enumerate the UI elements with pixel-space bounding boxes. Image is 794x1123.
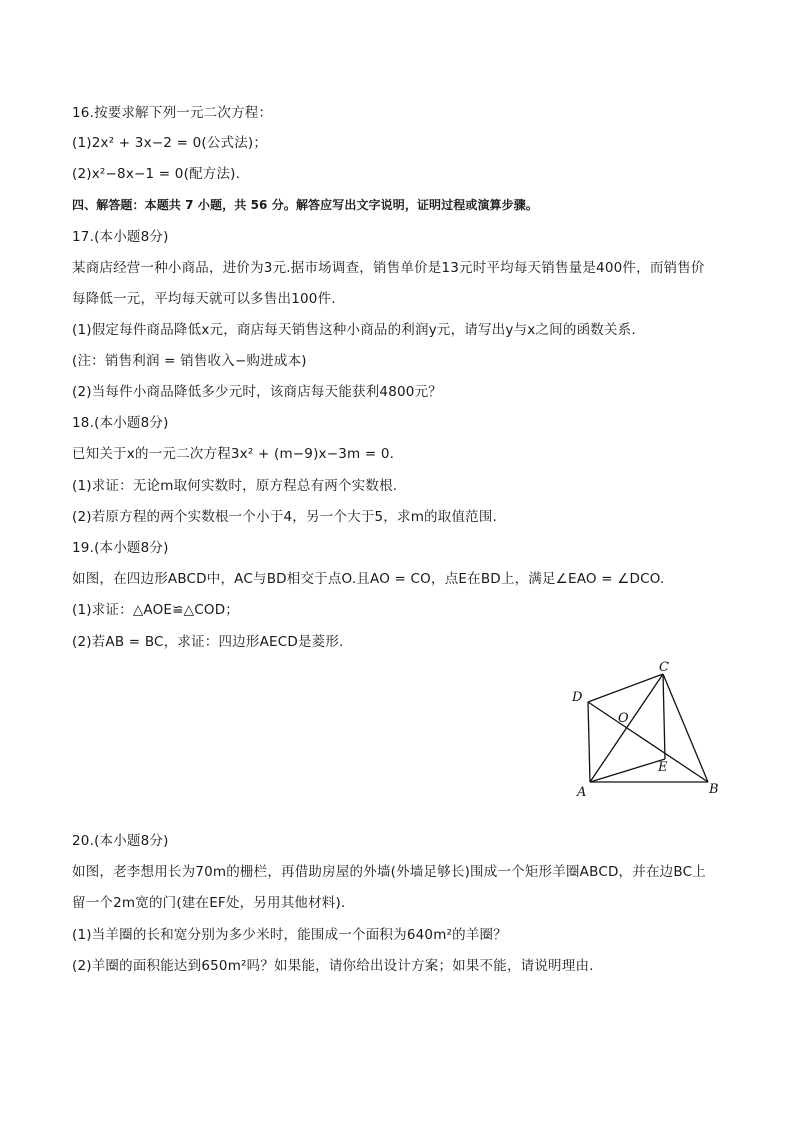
q19-head: 19.(本小题8分)	[72, 540, 169, 556]
q17-body-line2: 每降低一元，平均每天就可以多售出100件.	[72, 291, 336, 307]
section-4-heading: 四、解答题：本题共 7 小题，共 56 分。解答应写出文字说明，证明过程或演算步骤。	[72, 198, 538, 212]
q19-part1: (1)求证：△AOE≌△COD；	[72, 602, 239, 618]
q18-part1: (1)求证：无论m取何实数时，原方程总有两个实数根.	[72, 478, 398, 494]
label-C: C	[659, 660, 669, 675]
q20-body-line1: 如图，老李想用长为70m的栅栏，再借助房屋的外墙(外墙足够长)围成一个矩形羊圈ABCD，并在边BC上	[72, 864, 706, 880]
label-A: A	[577, 785, 587, 800]
segment-CD	[588, 674, 663, 702]
q17-part1: (1)假定每件商品降低x元，商店每天销售这种小商品的利润y元，请写出y与x之间的函数关系.	[72, 322, 636, 338]
q18-body: 已知关于x的一元二次方程3x² + (m−9)x−3m = 0.	[72, 446, 395, 462]
segment-CE	[663, 674, 665, 759]
q16-head: 16.按要求解下列一元二次方程：	[72, 105, 273, 121]
label-O: O	[618, 711, 629, 726]
q17-body-line1: 某商店经营一种小商品，进价为3元.据市场调查，销售单价是13元时平均每天销售量是400件，而销售价	[72, 260, 705, 276]
segment-DA	[588, 702, 590, 782]
segment-BC	[663, 674, 708, 782]
q16-part1: (1)2x² + 3x−2 = 0(公式法)；	[72, 135, 268, 151]
q19-body: 如图，在四边形ABCD中，AC与BD相交于点O.且AO = CO，点E在BD上，满足∠EAO = ∠DCO.	[72, 571, 665, 587]
q20-body-line2: 留一个2m宽的门(建在EF处，另用其他材料).	[72, 895, 346, 911]
segment-AE	[590, 759, 665, 782]
q16-part2: (2)x²−8x−1 = 0(配方法).	[72, 166, 241, 182]
q20-head: 20.(本小题8分)	[72, 833, 169, 849]
diagonal-DB	[588, 702, 708, 782]
figure-lines	[588, 674, 708, 782]
quadrilateral-diagram	[562, 655, 732, 805]
q19-part2: (2)若AB = BC，求证：四边形AECD是菱形.	[72, 634, 344, 650]
label-E: E	[658, 760, 668, 775]
quadrilateral-figure	[562, 655, 732, 805]
q18-head: 18.(本小题8分)	[72, 415, 169, 431]
q20-part1: (1)当羊圈的长和宽分别为多少米时，能围成一个面积为640m²的羊圈？	[72, 927, 507, 943]
q17-part2: (2)当每件小商品降低多少元时，该商店每天能获利4800元？	[72, 384, 442, 400]
q17-head: 17.(本小题8分)	[72, 229, 169, 245]
label-B: B	[709, 782, 719, 797]
label-D: D	[572, 690, 583, 705]
q17-note: (注：销售利润 = 销售收入−购进成本)	[72, 353, 307, 369]
q20-part2: (2)羊圈的面积能达到650m²吗？如果能，请你给出设计方案；如果不能，请说明理由.	[72, 958, 594, 974]
q18-part2: (2)若原方程的两个实数根一个小于4，另一个大于5，求m的取值范围.	[72, 509, 498, 525]
